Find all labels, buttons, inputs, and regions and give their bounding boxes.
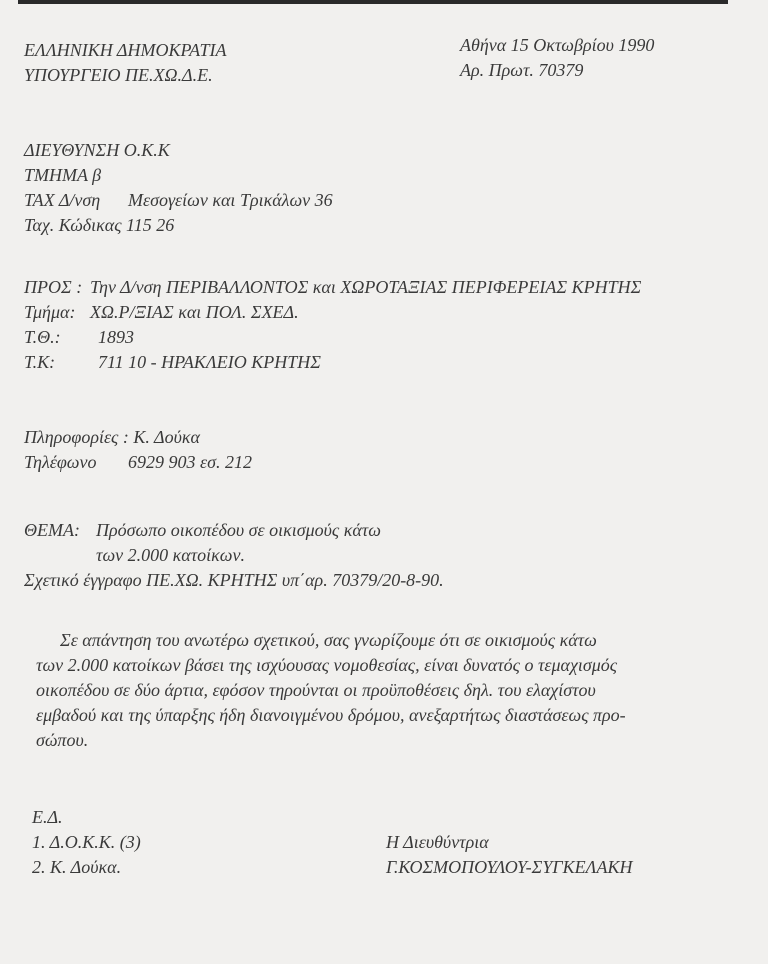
recipient-po-row xyxy=(24,325,744,350)
distribution-item: 1. Δ.Ο.Κ.Κ. (3) xyxy=(32,832,141,852)
recipient-to-label: ΠΡΟΣ : xyxy=(24,277,83,297)
recipient-tk-value: 711 10 - ΗΡΑΚΛΕΙΟ ΚΡΗΤΗΣ xyxy=(98,352,321,372)
signature-block xyxy=(386,830,633,880)
body-line: Σε απάντηση του ανωτέρω σχετικού, σας γνωρίζουμε ότι σε οικισμούς κάτω xyxy=(60,630,597,650)
recipient-to-value: Την Δ/νση ΠΕΡΙΒΑΛΛΟΝΤΟΣ και ΧΩΡΟΤΑΞΙΑΣ ΠΕΡΙΦΕΡΕΙΑΣ ΚΡΗΤΗΣ xyxy=(90,277,642,297)
recipient-po-label: Τ.Θ.: xyxy=(24,327,61,347)
recipient-po-value: 1893 xyxy=(98,327,134,347)
recipient-dept-label: Τμήμα: xyxy=(24,302,76,322)
org-line-1: ΕΛΛΗΝΙΚΗ ΔΗΜΟΚΡΑΤΙΑ xyxy=(24,40,227,60)
subject-line-2: των 2.000 κατοίκων. xyxy=(96,545,246,565)
sender-address-value: Μεσογείων και Τρικάλων 36 xyxy=(128,190,333,210)
signatory-name: Γ.ΚΟΣΜΟΠΟΥΛΟΥ-ΣΥΓΚΕΛΑΚΗ xyxy=(386,857,633,877)
sender-address-row xyxy=(24,188,444,213)
body-line: εμβαδού και της ύπαρξης ήδη διανοιγμένου δρόμου, ανεξαρτήτως διαστάσεως προ- xyxy=(36,705,626,725)
subject-line-2-row xyxy=(24,543,644,568)
top-rule xyxy=(18,0,728,4)
contact-info: Πληροφορίες : Κ. Δούκα xyxy=(24,427,200,447)
sender-directorate: ΔΙΕΥΘΥΝΣΗ Ο.Κ.Κ xyxy=(24,140,170,160)
recipient-to-row xyxy=(24,275,744,300)
body-line: οικοπέδου σε δύο άρτια, εφόσον τηρούνται οι προϋποθέσεις δηλ. του ελαχίστου xyxy=(36,680,596,700)
subject-reference: Σχετικό έγγραφο ΠΕ.ΧΩ. ΚΡΗΤΗΣ υπ΄αρ. 70379/20-8-90. xyxy=(24,570,444,590)
distribution-block xyxy=(32,805,141,880)
distribution-title: Ε.Δ. xyxy=(32,807,63,827)
letter-body xyxy=(36,628,726,753)
sender-address-label: ΤΑΧ Δ/νση xyxy=(24,190,101,210)
protocol-number: Αρ. Πρωτ. 70379 xyxy=(460,60,584,80)
subject-line-1: Πρόσωπο οικοπέδου σε οικισμούς κάτω xyxy=(96,520,381,540)
recipient-tk-row xyxy=(24,350,744,375)
sender-postal-code: Ταχ. Κώδικας 115 26 xyxy=(24,215,175,235)
subject-line-1-row xyxy=(24,518,644,543)
contact-phone-value: 6929 903 εσ. 212 xyxy=(128,452,252,472)
recipient-dept-value: ΧΩ.Ρ/ΞΙΑΣ και ΠΟΛ. ΣΧΕΔ. xyxy=(90,302,299,322)
distribution-item: 2. Κ. Δούκα. xyxy=(32,857,122,877)
recipient-dept-row xyxy=(24,300,744,325)
sender-section: ΤΜΗΜΑ β xyxy=(24,165,102,185)
contact-phone-row xyxy=(24,450,444,475)
issuer-block xyxy=(24,38,227,88)
subject-label: ΘΕΜΑ: xyxy=(24,520,80,540)
date-block xyxy=(460,33,654,83)
letter-date: Αθήνα 15 Οκτωβρίου 1990 xyxy=(460,35,655,55)
recipient-tk-label: Τ.Κ: xyxy=(24,352,56,372)
org-line-2: ΥΠΟΥΡΓΕΙΟ ΠΕ.ΧΩ.Δ.Ε. xyxy=(24,65,213,85)
signatory-role: Η Διευθύντρια xyxy=(386,832,489,852)
sender-block xyxy=(24,138,444,238)
contact-phone-label: Τηλέφωνο xyxy=(24,452,97,472)
subject-block xyxy=(24,518,644,593)
recipient-block xyxy=(24,275,744,375)
body-line: των 2.000 κατοίκων βάσει της ισχύουσας νομοθεσίας, είναι δυνατός ο τεμαχισμός xyxy=(36,655,618,675)
body-line: σώπου. xyxy=(36,730,89,750)
contact-block xyxy=(24,425,444,475)
